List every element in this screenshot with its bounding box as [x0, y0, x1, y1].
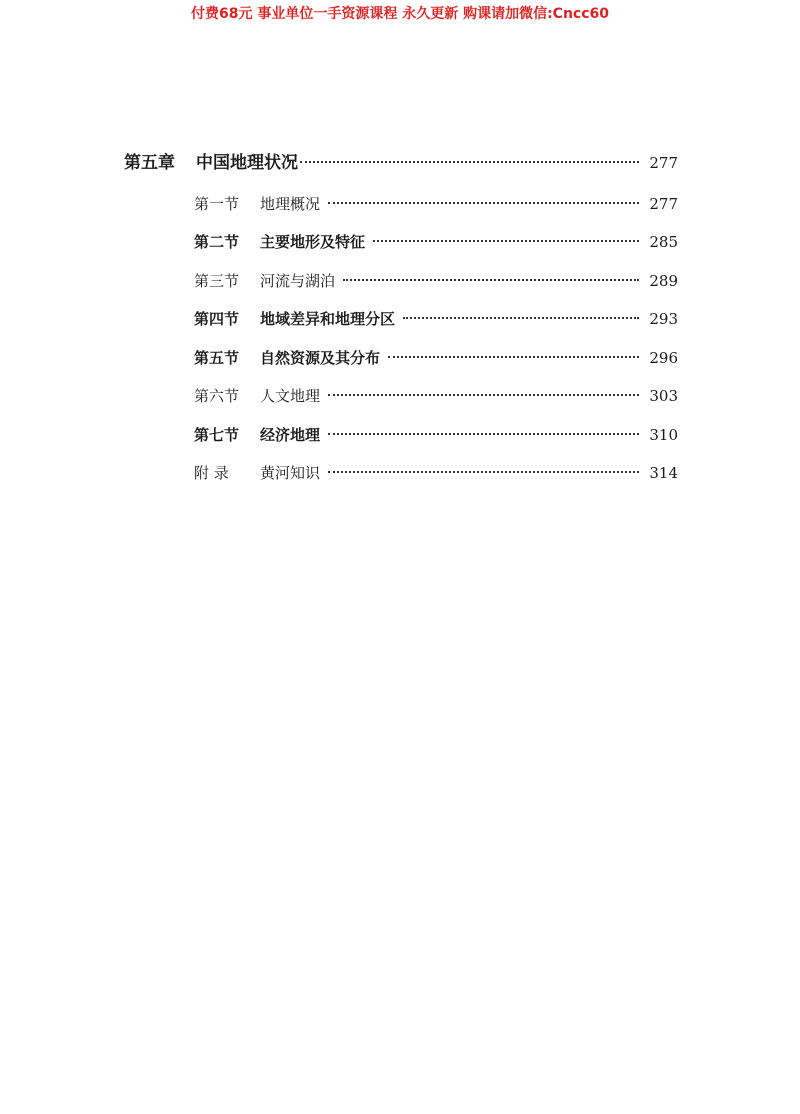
appendix-title: 黄河知识 — [260, 464, 321, 482]
toc-section-entry[interactable] — [194, 193, 678, 214]
dot-leader — [300, 161, 639, 163]
section-number: 第六节 — [194, 387, 240, 405]
page-number: 314 — [649, 464, 678, 482]
dot-leader — [373, 240, 639, 242]
toc-section-entry[interactable] — [194, 347, 678, 368]
section-title: 河流与湖泊 — [260, 272, 336, 290]
toc-appendix-entry[interactable] — [194, 462, 678, 483]
dot-leader — [328, 394, 639, 396]
section-number: 第一节 — [194, 195, 240, 213]
dot-leader — [403, 317, 639, 319]
section-title: 自然资源及其分布 — [260, 349, 381, 367]
dot-leader — [328, 202, 639, 204]
watermark-banner: 付费68元 事业单位一手资源课程 永久更新 购课请加微信:Cncc60 — [190, 6, 610, 22]
toc-section-entry[interactable] — [194, 385, 678, 406]
section-number: 第四节 — [194, 310, 240, 328]
page-number: 293 — [649, 310, 678, 328]
dot-leader — [328, 433, 639, 435]
section-title: 人文地理 — [260, 387, 321, 405]
section-number: 第五节 — [194, 349, 240, 367]
dot-leader — [388, 356, 639, 358]
chapter-number: 第五章 — [124, 153, 175, 173]
section-title: 地理概况 — [260, 195, 321, 213]
appendix-label: 附 录 — [194, 464, 229, 482]
page-number: 289 — [649, 272, 678, 290]
page-number: 285 — [649, 233, 678, 251]
section-number: 第三节 — [194, 272, 240, 290]
page-number: 296 — [649, 349, 678, 367]
chapter-title: 中国地理状况 — [196, 153, 298, 173]
toc-section-entry[interactable] — [194, 270, 678, 291]
page-number: 303 — [649, 387, 678, 405]
section-number: 第二节 — [194, 233, 240, 251]
page-number: 277 — [649, 154, 678, 172]
toc-section-entry[interactable] — [194, 308, 678, 329]
section-title: 经济地理 — [260, 426, 321, 444]
toc-section-entry[interactable] — [194, 424, 678, 445]
dot-leader — [343, 279, 639, 281]
section-title: 地域差异和地理分区 — [260, 310, 396, 328]
dot-leader — [328, 471, 639, 473]
toc-section-entry[interactable] — [194, 231, 678, 252]
section-number: 第七节 — [194, 426, 240, 444]
section-title: 主要地形及特征 — [260, 233, 366, 251]
page-number: 310 — [649, 426, 678, 444]
page-number: 277 — [649, 195, 678, 213]
toc-chapter-entry[interactable] — [124, 148, 678, 173]
